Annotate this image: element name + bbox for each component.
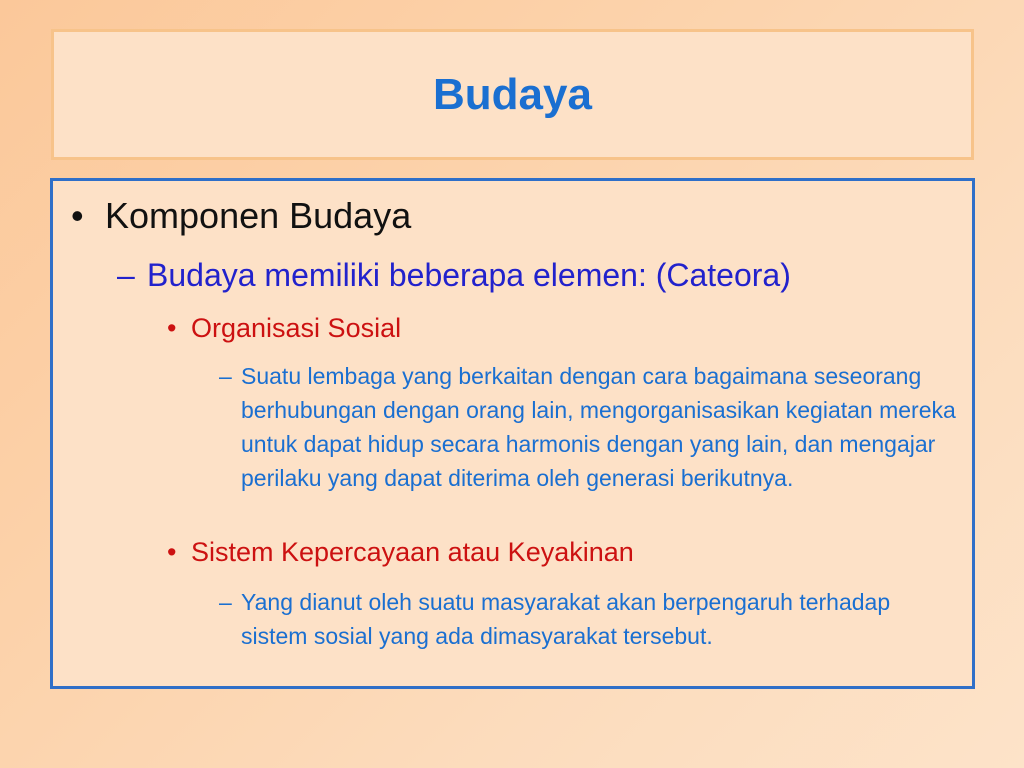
bullet-level1-text: Komponen Budaya bbox=[105, 195, 412, 236]
bullet-level2-text: Budaya memiliki beberapa elemen: (Cateora) bbox=[147, 257, 791, 293]
title-placeholder bbox=[51, 29, 974, 160]
bullet-dash-icon: – bbox=[117, 257, 135, 293]
bullet-dash-icon: – bbox=[219, 589, 232, 615]
bullet-dot-icon: • bbox=[71, 195, 84, 236]
bullet-level4-text: Yang dianut oleh suatu masyarakat akan berpengaruh terhadap sistem sosial yang ada dimasyarakat tersebut. bbox=[241, 589, 891, 649]
bullet-level3-text: Sistem Kepercayaan atau Keyakinan bbox=[191, 537, 634, 567]
bullet-dot-icon: • bbox=[167, 313, 177, 343]
bullet-level4-text: Suatu lembaga yang berkaitan dengan cara bagaimana seseorang berhubungan dengan orang lain, mengorganisasikan kegiatan mereka untuk dapat hidup secara harmonis dengan yang lain, dan mengajar perilaku yang dapat diterima oleh generasi berikutnya. bbox=[241, 363, 956, 491]
bullet-dash-icon: – bbox=[219, 363, 232, 389]
bullet-level3-text: Organisasi Sosial bbox=[191, 313, 402, 343]
slide-title: Budaya bbox=[433, 69, 592, 119]
content-placeholder bbox=[50, 178, 975, 689]
bullet-dot-icon: • bbox=[167, 537, 177, 567]
